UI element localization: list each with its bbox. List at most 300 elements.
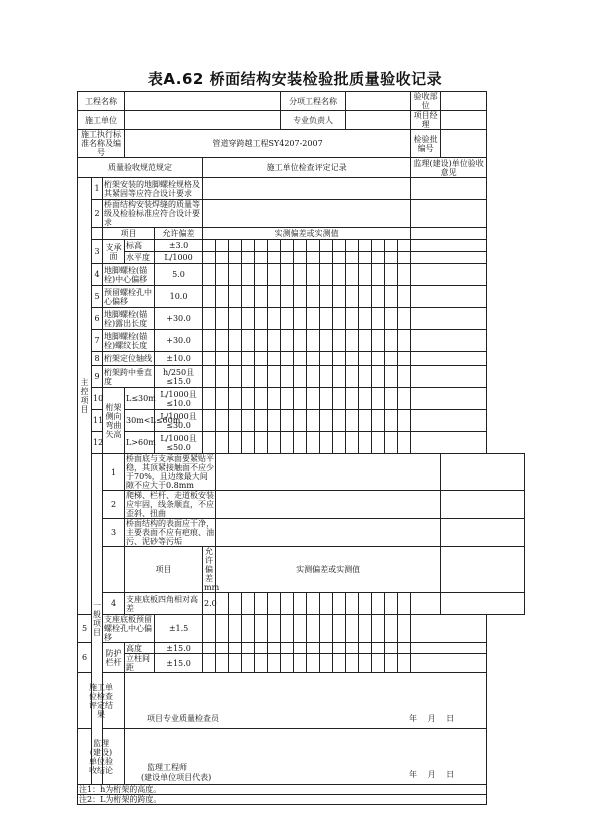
measure-cell[interactable] xyxy=(268,366,281,388)
measure-cell[interactable] xyxy=(216,593,229,615)
measure-cell[interactable] xyxy=(385,286,398,308)
measure-cell[interactable] xyxy=(372,330,385,352)
measure-cell[interactable] xyxy=(320,654,333,673)
measure-cell[interactable] xyxy=(385,388,398,410)
measure-cell[interactable] xyxy=(255,330,268,352)
measure-cell[interactable] xyxy=(268,388,281,410)
opinion-cell[interactable] xyxy=(411,308,487,330)
opinion-cell[interactable] xyxy=(441,491,525,519)
measure-cell[interactable] xyxy=(268,593,281,615)
supervision-conclusion-signer: 监理工程师 xyxy=(147,763,188,772)
measure-cell[interactable] xyxy=(294,366,307,388)
measure-cell[interactable] xyxy=(320,252,333,264)
project-manager-field[interactable] xyxy=(441,111,487,130)
measure-cell[interactable] xyxy=(281,593,294,615)
tolerance-value: 5.0 xyxy=(155,264,203,286)
measure-cell[interactable] xyxy=(203,330,216,352)
opinion-cell[interactable] xyxy=(411,178,487,200)
opinion-cell[interactable] xyxy=(411,410,487,432)
measure-cell[interactable] xyxy=(372,308,385,330)
measure-cell[interactable] xyxy=(346,240,359,252)
measure-cell[interactable] xyxy=(307,308,320,330)
measure-cell[interactable] xyxy=(320,240,333,252)
measure-cell[interactable] xyxy=(385,264,398,286)
measure-cell[interactable] xyxy=(268,654,281,673)
measure-cell[interactable] xyxy=(333,286,346,308)
measure-cell[interactable] xyxy=(203,654,216,673)
measure-cell[interactable] xyxy=(372,615,385,643)
measure-cell[interactable] xyxy=(320,388,333,410)
opinion-cell[interactable] xyxy=(411,330,487,352)
measure-cell[interactable] xyxy=(398,352,411,366)
measure-cell[interactable] xyxy=(294,643,307,654)
measure-cell[interactable] xyxy=(281,352,294,366)
opinion-cell[interactable] xyxy=(411,286,487,308)
check-record-cell[interactable] xyxy=(216,491,441,519)
construction-result-signer: 项目专业质量检查员 xyxy=(147,714,220,723)
check-record-cell[interactable] xyxy=(203,178,411,200)
measure-cell[interactable] xyxy=(281,654,294,673)
measure-cell[interactable] xyxy=(268,308,281,330)
measure-cell[interactable] xyxy=(385,654,398,673)
measure-cell[interactable] xyxy=(255,654,268,673)
measure-cell[interactable] xyxy=(242,615,255,643)
measure-cell[interactable] xyxy=(320,308,333,330)
measure-cell[interactable] xyxy=(385,366,398,388)
measure-cell[interactable] xyxy=(398,366,411,388)
measure-cell[interactable] xyxy=(229,388,242,410)
measure-cell[interactable] xyxy=(307,643,320,654)
measure-cell[interactable] xyxy=(385,252,398,264)
general-item-text: 桥面结构的表面应干净，主要表面不应有疤痕、油污、泥砂等污垢 xyxy=(126,519,215,546)
measure-cell[interactable] xyxy=(359,352,372,366)
measure-cell[interactable] xyxy=(307,264,320,286)
measure-cell[interactable] xyxy=(294,330,307,352)
measure-cell[interactable] xyxy=(203,252,216,264)
construction-unit-field[interactable] xyxy=(125,111,281,130)
measure-cell[interactable] xyxy=(307,240,320,252)
measure-cell[interactable] xyxy=(398,308,411,330)
measure-cell[interactable] xyxy=(255,352,268,366)
sub-project-field[interactable] xyxy=(346,92,411,111)
measure-cell[interactable] xyxy=(281,643,294,654)
measure-cell[interactable] xyxy=(255,264,268,286)
measure-cell[interactable] xyxy=(333,352,346,366)
measure-cell[interactable] xyxy=(372,252,385,264)
measure-cell[interactable] xyxy=(242,388,255,410)
tolerance-value: ±15.0 xyxy=(155,654,203,673)
measure-cell[interactable] xyxy=(255,432,268,454)
opinion-cell[interactable] xyxy=(411,252,487,264)
measure-cell[interactable] xyxy=(307,388,320,410)
measure-cell[interactable] xyxy=(281,615,294,643)
measure-cell[interactable] xyxy=(320,615,333,643)
measure-cell[interactable] xyxy=(203,366,216,388)
measure-cell[interactable] xyxy=(385,593,398,615)
measure-cell[interactable] xyxy=(203,643,216,654)
measure-cell[interactable] xyxy=(307,615,320,643)
measure-cell[interactable] xyxy=(359,615,372,643)
opinion-cell[interactable] xyxy=(441,547,525,593)
measure-cell[interactable] xyxy=(216,264,229,286)
measure-cell[interactable] xyxy=(320,593,333,615)
measure-cell[interactable] xyxy=(294,432,307,454)
measure-cell[interactable] xyxy=(346,615,359,643)
measure-cell[interactable] xyxy=(281,410,294,432)
check-record-cell[interactable] xyxy=(216,454,441,491)
measure-cell[interactable] xyxy=(385,308,398,330)
measure-cell[interactable] xyxy=(307,410,320,432)
measure-cell[interactable] xyxy=(281,388,294,410)
measure-cell[interactable] xyxy=(359,308,372,330)
measure-cell[interactable] xyxy=(398,252,411,264)
measure-cell[interactable] xyxy=(320,410,333,432)
measure-cell[interactable] xyxy=(320,643,333,654)
opinion-cell[interactable] xyxy=(411,643,487,654)
measure-cell[interactable] xyxy=(385,643,398,654)
measure-cell[interactable] xyxy=(307,654,320,673)
measure-cell[interactable] xyxy=(385,615,398,643)
measure-cell[interactable] xyxy=(203,308,216,330)
supervisor-opinion-header: 监理(建设)单位验收意见 xyxy=(411,158,487,178)
measure-cell[interactable] xyxy=(255,240,268,252)
measure-cell[interactable] xyxy=(255,410,268,432)
project-name-field[interactable] xyxy=(125,92,281,111)
measure-cell[interactable] xyxy=(359,388,372,410)
measure-cell[interactable] xyxy=(333,593,346,615)
measure-cell[interactable] xyxy=(242,654,255,673)
measure-cell[interactable] xyxy=(294,654,307,673)
measure-cell[interactable] xyxy=(346,308,359,330)
batch-no-label: 检验批编号 xyxy=(411,130,441,158)
opinion-cell[interactable] xyxy=(411,432,487,454)
measure-cell[interactable] xyxy=(281,308,294,330)
measure-cell[interactable] xyxy=(359,366,372,388)
main-item-name: 预留螺栓孔中心偏移 xyxy=(103,286,155,308)
opinion-cell[interactable] xyxy=(411,264,487,286)
measure-cell[interactable] xyxy=(294,388,307,410)
measure-cell[interactable] xyxy=(372,643,385,654)
measure-cell[interactable] xyxy=(372,432,385,454)
measure-cell[interactable] xyxy=(359,593,372,615)
measure-cell[interactable] xyxy=(398,286,411,308)
measure-cell[interactable] xyxy=(333,388,346,410)
professional-lead-field[interactable] xyxy=(346,111,411,130)
measure-cell[interactable] xyxy=(268,286,281,308)
railing-label: 防护栏杆 xyxy=(103,643,125,673)
measure-cell[interactable] xyxy=(346,330,359,352)
measure-cell[interactable] xyxy=(346,252,359,264)
measure-cell[interactable] xyxy=(216,654,229,673)
blank-cell xyxy=(92,228,103,240)
measure-cell[interactable] xyxy=(359,240,372,252)
measure-cell[interactable] xyxy=(359,286,372,308)
supervision-conclusion-area[interactable] xyxy=(125,729,487,785)
measure-cell[interactable] xyxy=(307,366,320,388)
opinion-cell[interactable] xyxy=(441,454,525,491)
measure-cell[interactable] xyxy=(242,330,255,352)
measure-cell[interactable] xyxy=(242,308,255,330)
measure-cell[interactable] xyxy=(346,593,359,615)
opinion-cell[interactable] xyxy=(411,654,487,673)
measure-cell[interactable] xyxy=(398,615,411,643)
supervision-conclusion-date: 年 月 日 xyxy=(409,770,455,779)
measure-cell[interactable] xyxy=(346,286,359,308)
bend-label: 桁架侧向弯曲矢高 xyxy=(103,388,125,454)
measure-cell[interactable] xyxy=(242,252,255,264)
measure-cell[interactable] xyxy=(216,330,229,352)
measure-cell[interactable] xyxy=(229,654,242,673)
measure-cell[interactable] xyxy=(320,366,333,388)
measure-cell[interactable] xyxy=(255,593,268,615)
measure-cell[interactable] xyxy=(333,264,346,286)
batch-no-field[interactable] xyxy=(441,130,487,158)
measure-cell[interactable] xyxy=(333,432,346,454)
measure-cell[interactable] xyxy=(359,643,372,654)
measure-cell[interactable] xyxy=(229,593,242,615)
measure-cell[interactable] xyxy=(294,240,307,252)
item-no: 6 xyxy=(92,308,103,330)
measure-cell[interactable] xyxy=(255,615,268,643)
measure-cell[interactable] xyxy=(268,615,281,643)
measure-cell[interactable] xyxy=(216,252,229,264)
bearing-item: 水平度 xyxy=(125,252,155,264)
measure-cell[interactable] xyxy=(281,330,294,352)
measure-cell[interactable] xyxy=(255,388,268,410)
measure-cell[interactable] xyxy=(255,252,268,264)
opinion-cell[interactable] xyxy=(411,200,487,228)
measure-cell[interactable] xyxy=(229,352,242,366)
measure-cell[interactable] xyxy=(281,366,294,388)
spec-header: 质量验收规范规定 xyxy=(78,158,203,178)
construction-result-area[interactable] xyxy=(125,673,487,729)
measure-cell[interactable] xyxy=(216,286,229,308)
measure-cell[interactable] xyxy=(333,654,346,673)
measure-cell[interactable] xyxy=(203,352,216,366)
measure-cell[interactable] xyxy=(398,330,411,352)
measure-cell[interactable] xyxy=(359,252,372,264)
measure-cell[interactable] xyxy=(242,432,255,454)
opinion-cell[interactable] xyxy=(411,388,487,410)
measure-cell[interactable] xyxy=(242,643,255,654)
measure-cell[interactable] xyxy=(268,432,281,454)
measure-cell[interactable] xyxy=(229,432,242,454)
measure-cell[interactable] xyxy=(359,654,372,673)
measure-cell[interactable] xyxy=(320,432,333,454)
measure-cell[interactable] xyxy=(333,240,346,252)
measure-cell[interactable] xyxy=(372,388,385,410)
measure-cell[interactable] xyxy=(255,308,268,330)
measure-cell[interactable] xyxy=(398,264,411,286)
opinion-cell[interactable] xyxy=(411,615,487,643)
measure-cell[interactable] xyxy=(229,366,242,388)
measure-cell[interactable] xyxy=(216,615,229,643)
measure-cell[interactable] xyxy=(268,252,281,264)
measure-cell[interactable] xyxy=(294,615,307,643)
measure-cell[interactable] xyxy=(359,432,372,454)
measure-cell[interactable] xyxy=(346,643,359,654)
measure-cell[interactable] xyxy=(203,240,216,252)
measure-cell[interactable] xyxy=(216,352,229,366)
measure-cell[interactable] xyxy=(229,643,242,654)
measure-cell[interactable] xyxy=(359,410,372,432)
opinion-cell[interactable] xyxy=(411,366,487,388)
measure-cell[interactable] xyxy=(268,264,281,286)
item-no: 9 xyxy=(92,366,103,388)
measure-cell[interactable] xyxy=(242,240,255,252)
measure-cell[interactable] xyxy=(242,352,255,366)
measure-cell[interactable] xyxy=(398,654,411,673)
measure-cell[interactable] xyxy=(281,286,294,308)
measure-cell[interactable] xyxy=(307,252,320,264)
measure-cell[interactable] xyxy=(346,432,359,454)
measure-cell[interactable] xyxy=(216,240,229,252)
opinion-cell[interactable] xyxy=(411,240,487,252)
measure-cell[interactable] xyxy=(307,352,320,366)
measure-cell[interactable] xyxy=(229,615,242,643)
measure-cell[interactable] xyxy=(333,615,346,643)
measure-cell[interactable] xyxy=(281,264,294,286)
measure-cell[interactable] xyxy=(242,410,255,432)
measure-cell[interactable] xyxy=(346,410,359,432)
measure-cell[interactable] xyxy=(216,308,229,330)
measure-cell[interactable] xyxy=(372,410,385,432)
measure-cell[interactable] xyxy=(203,432,216,454)
item-no: 4 xyxy=(92,264,103,286)
measure-cell[interactable] xyxy=(203,615,216,643)
measure-cell[interactable] xyxy=(320,330,333,352)
measure-cell[interactable] xyxy=(333,330,346,352)
measure-cell[interactable] xyxy=(398,593,411,615)
item-no: 2 xyxy=(103,491,125,519)
measure-cell[interactable] xyxy=(346,654,359,673)
measure-cell[interactable] xyxy=(229,252,242,264)
measure-cell[interactable] xyxy=(229,286,242,308)
measure-cell[interactable] xyxy=(372,352,385,366)
measure-cell[interactable] xyxy=(294,308,307,330)
measure-cell[interactable] xyxy=(294,286,307,308)
measure-cell[interactable] xyxy=(203,264,216,286)
measure-cell[interactable] xyxy=(372,240,385,252)
measure-cell[interactable] xyxy=(268,410,281,432)
opinion-cell[interactable] xyxy=(441,519,525,547)
measure-cell[interactable] xyxy=(294,252,307,264)
opinion-cell[interactable] xyxy=(411,352,487,366)
measure-cell[interactable] xyxy=(398,432,411,454)
check-record-cell[interactable] xyxy=(203,200,411,228)
measure-cell[interactable] xyxy=(346,388,359,410)
measure-cell[interactable] xyxy=(346,352,359,366)
check-record-cell[interactable] xyxy=(216,519,441,547)
measure-cell[interactable] xyxy=(307,593,320,615)
measure-cell[interactable] xyxy=(216,388,229,410)
measure-cell[interactable] xyxy=(307,432,320,454)
measure-cell[interactable] xyxy=(216,366,229,388)
opinion-cell[interactable] xyxy=(411,228,487,240)
measure-cell[interactable] xyxy=(229,308,242,330)
measure-cell[interactable] xyxy=(294,352,307,366)
measure-cell[interactable] xyxy=(346,264,359,286)
measure-cell[interactable] xyxy=(268,643,281,654)
measure-cell[interactable] xyxy=(333,410,346,432)
measure-cell[interactable] xyxy=(320,264,333,286)
measure-cell[interactable] xyxy=(294,264,307,286)
measure-cell[interactable] xyxy=(203,286,216,308)
measure-cell[interactable] xyxy=(242,366,255,388)
measure-cell[interactable] xyxy=(385,330,398,352)
measure-cell[interactable] xyxy=(359,264,372,286)
measure-cell[interactable] xyxy=(320,352,333,366)
opinion-cell[interactable] xyxy=(441,593,525,615)
measure-cell[interactable] xyxy=(216,643,229,654)
measure-cell[interactable] xyxy=(281,432,294,454)
measure-cell[interactable] xyxy=(268,330,281,352)
measure-cell[interactable] xyxy=(398,240,411,252)
measure-cell[interactable] xyxy=(333,643,346,654)
measure-cell[interactable] xyxy=(372,593,385,615)
measure-cell[interactable] xyxy=(242,264,255,286)
measure-cell[interactable] xyxy=(255,643,268,654)
measure-cell[interactable] xyxy=(359,330,372,352)
measure-cell[interactable] xyxy=(216,432,229,454)
general-item-text: 桥面底与支承面要紧贴平稳，其顶紧接触面不应少于70%，且边缘最大间隙不应大于0.8mm xyxy=(126,454,215,490)
measure-cell[interactable] xyxy=(333,252,346,264)
main-item-name: 地脚螺栓(锚栓)中心偏移 xyxy=(103,264,155,286)
measure-cell[interactable] xyxy=(372,366,385,388)
measure-cell[interactable] xyxy=(255,366,268,388)
measure-cell[interactable] xyxy=(372,286,385,308)
measure-cell[interactable] xyxy=(229,410,242,432)
measure-cell[interactable] xyxy=(411,593,441,615)
measure-cell[interactable] xyxy=(281,240,294,252)
measure-cell[interactable] xyxy=(229,264,242,286)
measure-cell[interactable] xyxy=(294,410,307,432)
measure-cell[interactable] xyxy=(398,643,411,654)
standard-label: 施工执行标准名称及编号 xyxy=(78,130,125,158)
measure-cell[interactable] xyxy=(268,240,281,252)
measure-cell[interactable] xyxy=(281,252,294,264)
measure-cell[interactable] xyxy=(242,593,255,615)
measure-cell[interactable] xyxy=(398,388,411,410)
measure-cell[interactable] xyxy=(268,352,281,366)
measure-cell[interactable] xyxy=(203,410,216,432)
measure-cell[interactable] xyxy=(229,240,242,252)
bend-condition: 30m<L≤60m xyxy=(125,410,155,432)
measure-cell[interactable] xyxy=(398,410,411,432)
measure-cell[interactable] xyxy=(385,432,398,454)
supervision-conclusion-label xyxy=(78,729,125,785)
measure-cell[interactable] xyxy=(372,264,385,286)
measure-cell[interactable] xyxy=(229,330,242,352)
measure-cell[interactable] xyxy=(242,286,255,308)
measure-cell[interactable] xyxy=(307,286,320,308)
measure-cell[interactable] xyxy=(216,410,229,432)
measure-cell[interactable] xyxy=(203,388,216,410)
measure-cell[interactable] xyxy=(255,286,268,308)
item-col-header: 项目 xyxy=(103,228,155,240)
measure-cell[interactable] xyxy=(385,352,398,366)
measure-cell[interactable] xyxy=(294,593,307,615)
measure-cell[interactable] xyxy=(385,240,398,252)
measure-cell[interactable] xyxy=(320,286,333,308)
measure-cell[interactable] xyxy=(307,330,320,352)
acceptance-dept-field[interactable] xyxy=(441,92,487,111)
measure-cell[interactable] xyxy=(333,366,346,388)
measure-cell[interactable] xyxy=(333,308,346,330)
measure-cell[interactable] xyxy=(346,366,359,388)
measure-cell[interactable] xyxy=(385,410,398,432)
measure-cell[interactable] xyxy=(372,654,385,673)
